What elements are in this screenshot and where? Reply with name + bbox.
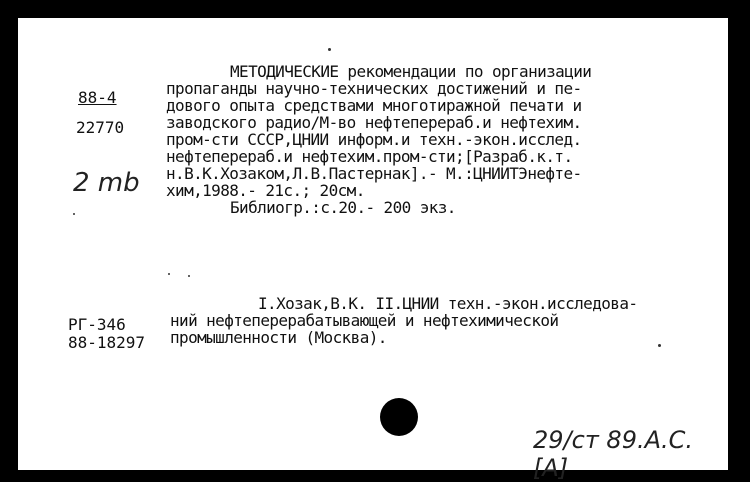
tracing-line-3: промышленности (Москва). (170, 328, 387, 347)
speck (168, 273, 170, 275)
left-code-top: 88-4 (78, 88, 117, 107)
entry-line-3: дового опыта средствами многотиражной печати и (166, 96, 582, 115)
footer-handwriting: 29/ст 89.А.С.[А] (533, 426, 694, 482)
entry-line-8: хим,1988.- 21с.; 20см. (166, 181, 365, 200)
entry-line-2: пропаганды научно-технических достижений и пе- (166, 79, 582, 98)
entry-line-9: Библиогр.:с.20.- 200 экз. (230, 198, 456, 217)
catalog-card (18, 18, 728, 482)
speck (658, 344, 661, 347)
entry-line-7: н.В.К.Хозаком,Л.В.Пастернак].- М.:ЦНИИТЭнефте- (166, 164, 582, 183)
bottom-code-top: РГ-346 (68, 315, 126, 334)
entry-line-1: МЕТОДИЧЕСКИЕ рекомендации по организации (230, 62, 592, 81)
tracing-line-2: ний нефтеперерабатывающей и нефтехимической (170, 311, 559, 330)
entry-line-4: заводского радио/М-во нефтеперераб.и нефтехим. (166, 113, 582, 132)
speck (73, 213, 75, 215)
entry-line-5: пром-сти СССР,ЦНИИ информ.и техн.-экон.исслед. (166, 130, 582, 149)
speck (188, 275, 190, 277)
tracing-line-1: I.Хозак,В.К. II.ЦНИИ техн.-экон.исследова- (258, 294, 638, 313)
entry-line-6: нефтеперераб.и нефтехим.пром-сти;[Разраб.к.т. (166, 147, 573, 166)
punch-hole (380, 398, 418, 436)
handwritten-mark: 2 mb (73, 168, 140, 198)
speck (328, 48, 331, 51)
bottom-code-bottom: 88-18297 (68, 333, 146, 352)
left-code-bottom: 22770 (76, 118, 125, 137)
